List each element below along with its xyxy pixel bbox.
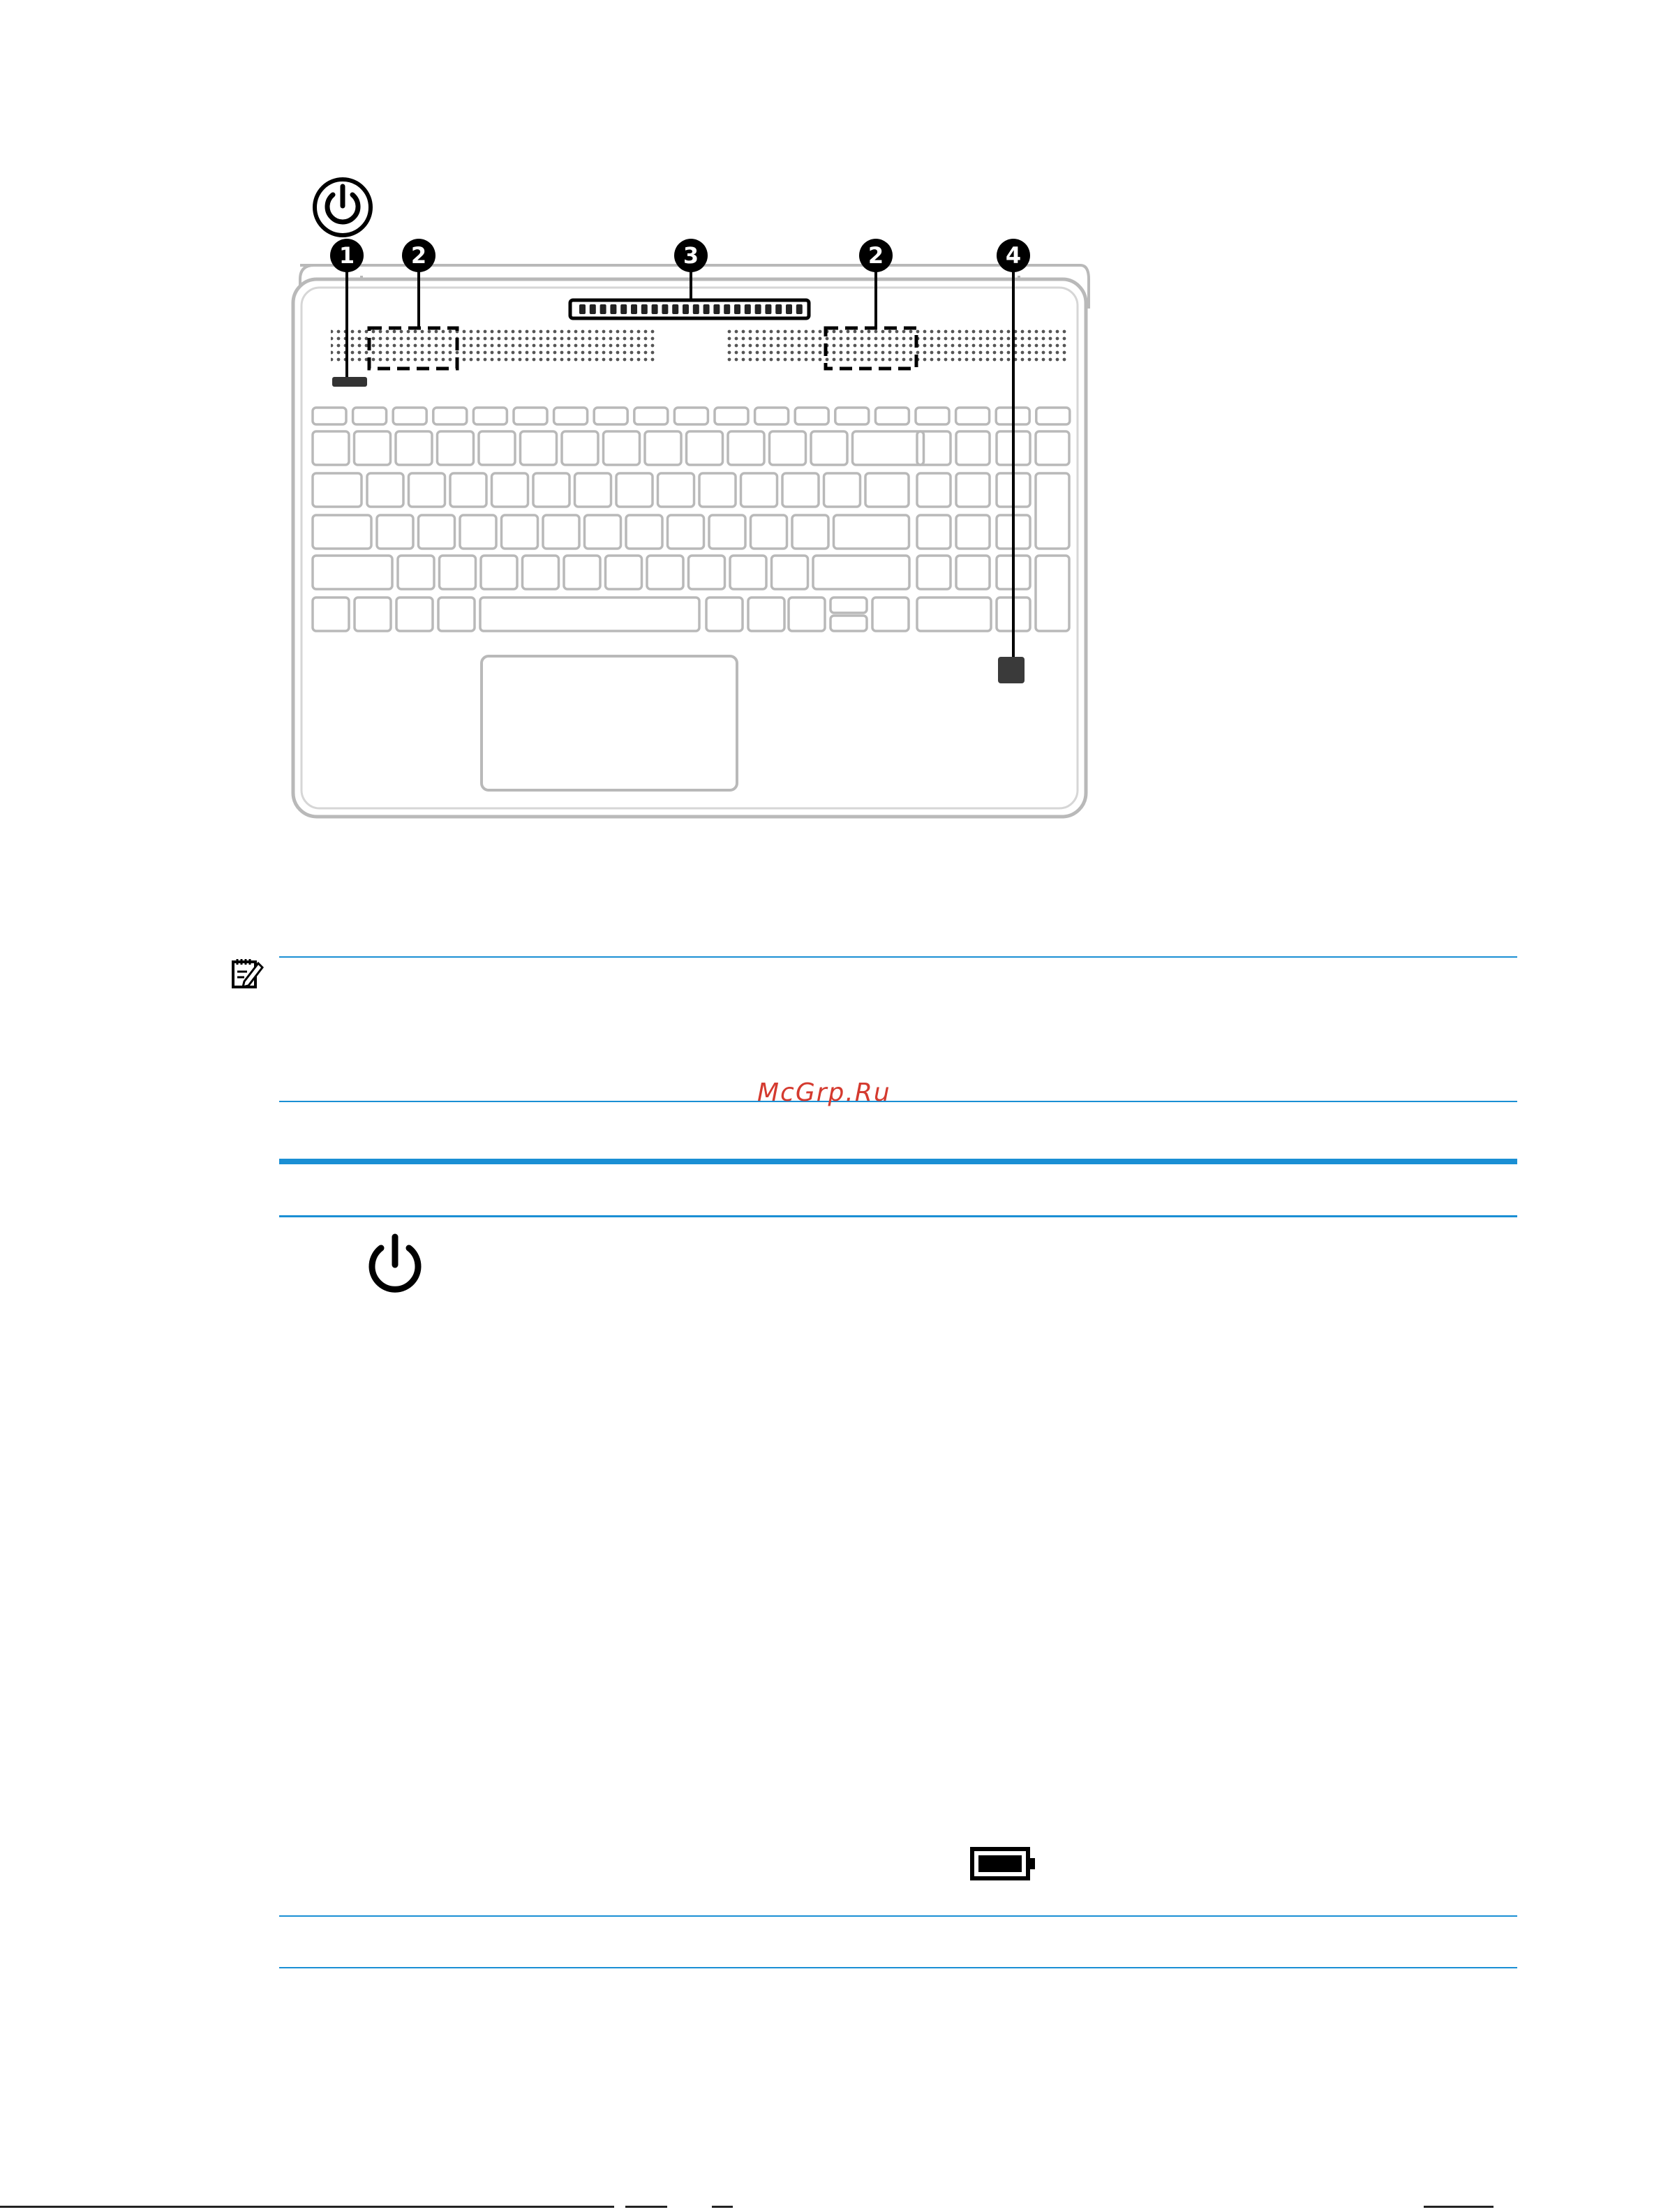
watermark: McGrp.Ru: [757, 1078, 891, 1107]
speaker-grille-left: [331, 328, 657, 363]
vent-slot: [796, 304, 803, 314]
callout-label: 3: [683, 242, 699, 269]
power-button: [332, 377, 367, 387]
vent-slot: [590, 304, 596, 314]
callout-badge-1: [330, 239, 364, 272]
fingerprint-reader: [998, 657, 1025, 683]
vent-slot: [652, 304, 658, 314]
power-icon: [315, 179, 371, 235]
note-bottom-rule: [279, 1101, 1517, 1102]
footer-mark: [0, 2206, 614, 2208]
callout-badge-2b: [859, 239, 893, 272]
table-bottom-rule: [279, 1967, 1517, 1968]
keyboard-diagram: [0, 0, 1661, 838]
vent-slot: [775, 304, 782, 314]
power-icon: [362, 1233, 429, 1300]
vent-slot: [713, 304, 720, 314]
callout-badge-3: [674, 239, 708, 272]
callout-badge-4: [997, 239, 1030, 272]
vent-slot: [755, 304, 761, 314]
vent-slot: [693, 304, 699, 314]
note-top-rule: [279, 956, 1517, 958]
vent-slot: [786, 304, 792, 314]
table-row: [279, 1217, 1517, 1915]
speaker-grille-right: [724, 328, 1066, 363]
vent-slot: [641, 304, 648, 314]
vent-slot: [620, 304, 627, 314]
callout-label: 2: [867, 242, 884, 269]
vent-slot: [765, 304, 771, 314]
vent-slot: [610, 304, 616, 314]
vent-slot: [734, 304, 740, 314]
vent-slot: [662, 304, 668, 314]
callout-badge-2a: [402, 239, 435, 272]
footer-mark: [625, 2206, 667, 2208]
callout-label: 1: [338, 242, 355, 269]
vent-slot: [631, 304, 637, 314]
callout-label: 4: [1005, 242, 1022, 269]
battery-icon: [970, 1846, 1037, 1882]
footer-mark: [1424, 2206, 1494, 2208]
important-note-icon: [230, 956, 264, 990]
vent-slot: [600, 304, 606, 314]
vent-slot: [672, 304, 678, 314]
vent-slot: [703, 304, 710, 314]
callout-label: 2: [410, 242, 427, 269]
vent-slot: [724, 304, 730, 314]
vent-slot: [579, 304, 586, 314]
vent-slot: [745, 304, 751, 314]
table-header-rule: [279, 1159, 1517, 1164]
vent-slot: [683, 304, 689, 314]
footer-mark: [712, 2206, 733, 2208]
table-row-divider: [279, 1915, 1517, 1917]
